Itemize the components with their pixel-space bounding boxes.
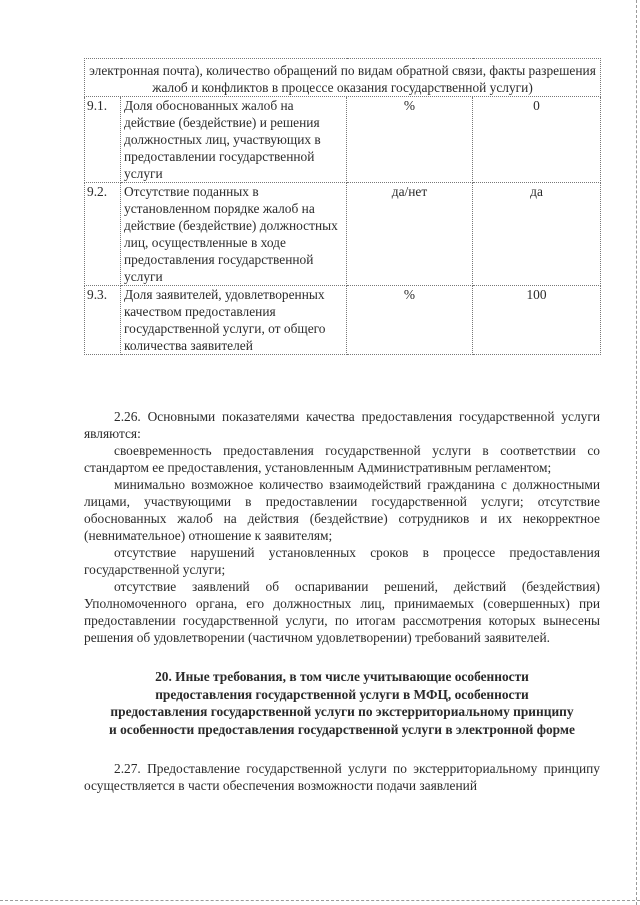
paragraph-interactions: минимально возможное количество взаимодействий гражданина с должностными лицами, участвующими в предоставлении государственной услуги; отсутствие обоснованных жалоб на действия (бездействие) сотрудников и их некорректное (невнимательное) отношение к заявителям; [84, 477, 600, 543]
section-heading: 20. Иные требования, в том числе учитывающие особенности предоставления государственной услуги в МФЦ, особенности предоставления государственной услуги по экстерриториальному принципу и особенности предоставления государственной услуги в электронной форме [109, 669, 575, 737]
row-number: 9.1. [85, 97, 121, 183]
indicator-unit: да/нет [347, 183, 473, 286]
indicator-name: Отсутствие поданных в установленном порядке жалоб на действие (бездействие) должностных лиц, осуществленные в ходе предоставления государственной услуги [121, 183, 347, 286]
page-edge-bottom [0, 900, 640, 902]
row-number: 9.3. [85, 286, 121, 355]
paragraph-timeliness: своевременность предоставления государственной услуги в соответствии со стандартом ее предоставления, установленным Административным регламентом; [84, 443, 600, 475]
indicator-name: Доля заявителей, удовлетворенных качеством предоставления государственной услуги, от общего количества заявителей [121, 286, 347, 355]
paragraph-deadlines: отсутствие нарушений установленных сроков в процессе предоставления государственной услуги; [84, 545, 600, 577]
indicator-unit: % [347, 97, 473, 183]
table-row [85, 286, 601, 355]
paragraph-appeals: отсутствие заявлений об оспаривании решений, действий (бездействия) Уполномоченного органа, его должностных лиц, принимаемых (совершенных) при предоставлении государственной услуги, по итогам рассмотрения которых вынесены решения об удовлетворении (частичном удовлетворении) требований заявителей. [84, 579, 600, 645]
body-text [84, 408, 600, 794]
indicator-value: 0 [473, 97, 601, 183]
row-number: 9.2. [85, 183, 121, 286]
indicator-value: 100 [473, 286, 601, 355]
indicators-table [84, 58, 601, 355]
table-row [85, 97, 601, 183]
paragraph-2-27: 2.27. Предоставление государственной услуги по экстерриториальному принципу осуществляется в части обеспечения возможности подачи заявлений [84, 761, 600, 794]
indicator-value: да [473, 183, 601, 286]
table-row [85, 183, 601, 286]
indicator-unit: % [347, 286, 473, 355]
table-row [85, 59, 601, 97]
page-edge-right [636, 0, 638, 905]
table-continuation-cell: электронная почта), количество обращений по видам обратной связи, факты разрешения жалоб и конфликтов в процессе оказания государственной услуги) [85, 59, 601, 97]
paragraph-2-26: 2.26. Основными показателями качества предоставления государственной услуги являются: [84, 409, 600, 441]
indicator-name: Доля обоснованных жалоб на действие (бездействие) и решения должностных лиц, участвующих в предоставлении государственной услуги [121, 97, 347, 183]
